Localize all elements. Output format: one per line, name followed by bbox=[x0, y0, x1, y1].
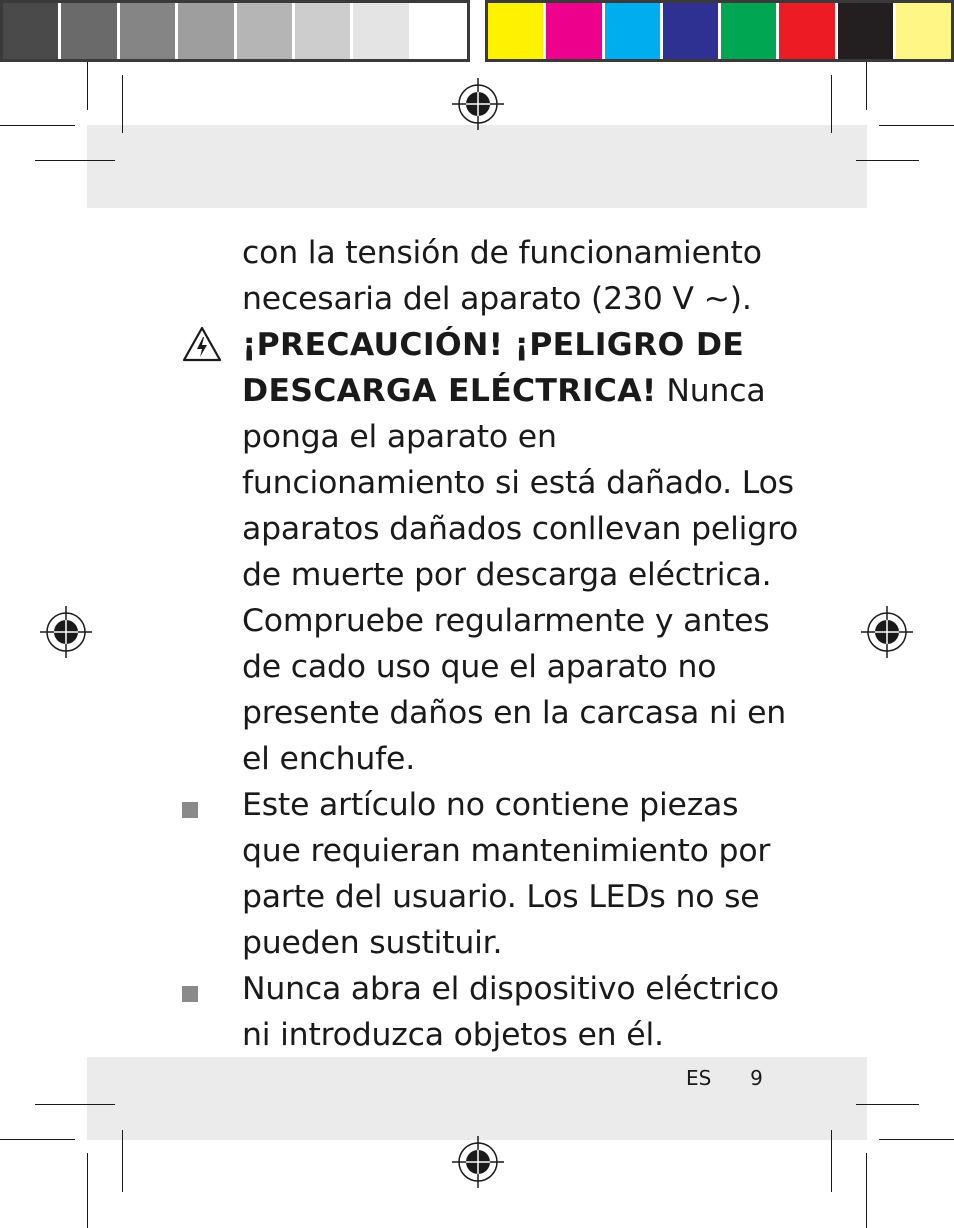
list-item bbox=[242, 966, 802, 1058]
gray-swatch bbox=[353, 3, 411, 59]
registration-mark-icon bbox=[452, 1136, 504, 1188]
color-swatch bbox=[488, 3, 546, 59]
color-swatch bbox=[546, 3, 604, 59]
crop-mark bbox=[856, 1104, 919, 1105]
gray-swatch bbox=[412, 3, 467, 59]
gray-swatch bbox=[61, 3, 119, 59]
crop-mark bbox=[0, 125, 75, 126]
gray-swatch bbox=[237, 3, 295, 59]
page-body bbox=[242, 230, 802, 1058]
page-footer bbox=[686, 1066, 763, 1090]
crop-mark bbox=[866, 62, 867, 110]
crop-mark bbox=[87, 62, 88, 110]
page-number: 9 bbox=[750, 1066, 763, 1090]
square-bullet-icon bbox=[182, 986, 198, 1002]
gray-swatch bbox=[178, 3, 236, 59]
color-swatch bbox=[721, 3, 779, 59]
gray-swatch bbox=[295, 3, 353, 59]
color-swatch bbox=[896, 3, 951, 59]
gray-swatch bbox=[3, 3, 61, 59]
electric-shock-warning-icon bbox=[182, 326, 222, 362]
crop-mark bbox=[87, 1153, 88, 1228]
crop-mark bbox=[122, 1130, 123, 1192]
crop-mark bbox=[0, 1139, 75, 1140]
color-swatch bbox=[779, 3, 837, 59]
crop-mark bbox=[831, 75, 832, 133]
color-swatch bbox=[838, 3, 896, 59]
crop-mark bbox=[866, 1153, 867, 1228]
warning-body: Nunca ponga el aparato en funcionamiento si está dañado. Los aparatos dañados conllevan peligro de muerte por descarga eléctrica. Compruebe regularmente y antes de cado uso que el aparato no presente daños en la carcasa ni en el enchufe. bbox=[242, 373, 799, 777]
crop-mark bbox=[879, 125, 954, 126]
warning-title: ¡PRECAUCIÓN! ¡PELIGRO DE DESCARGA ELÉCTRICA! bbox=[242, 327, 745, 409]
color-calibration-bar bbox=[485, 0, 954, 62]
crop-mark bbox=[831, 1130, 832, 1192]
language-code: ES bbox=[686, 1066, 712, 1090]
paragraph-voltage: con la tensión de funcionamiento necesaria del aparato (230 V ~). bbox=[242, 235, 762, 317]
registration-mark-icon bbox=[861, 606, 913, 658]
gray-swatch bbox=[120, 3, 178, 59]
color-swatch bbox=[663, 3, 721, 59]
bullet-text: Nunca abra el dispositivo eléctrico ni introduzca objetos en él. bbox=[242, 971, 779, 1053]
color-swatch bbox=[605, 3, 663, 59]
bullet-text: Este artículo no contiene piezas que requieran mantenimiento por parte del usuario. Los LEDs no se pueden sustituir. bbox=[242, 787, 771, 961]
header-band bbox=[87, 125, 867, 208]
crop-mark bbox=[35, 160, 115, 161]
crop-mark bbox=[122, 75, 123, 133]
registration-mark-icon bbox=[40, 606, 92, 658]
crop-mark bbox=[35, 1104, 115, 1105]
registration-mark-icon bbox=[452, 78, 504, 130]
list-item bbox=[242, 782, 802, 966]
warning-paragraph bbox=[242, 322, 802, 782]
grayscale-calibration-bar bbox=[0, 0, 470, 62]
crop-mark bbox=[879, 1139, 954, 1140]
crop-mark bbox=[856, 160, 919, 161]
square-bullet-icon bbox=[182, 802, 198, 818]
